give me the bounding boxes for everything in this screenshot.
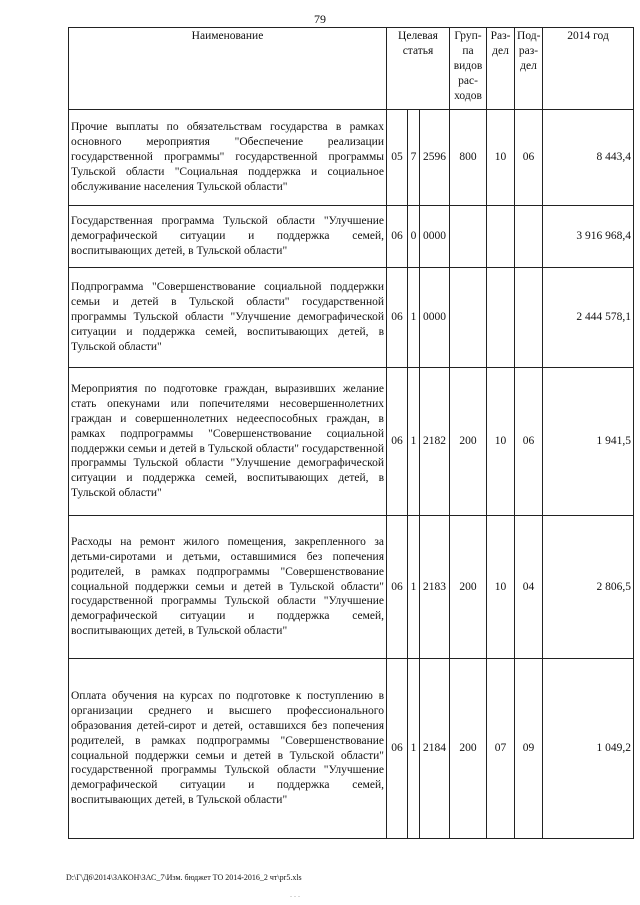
table-row — [69, 268, 634, 368]
row-expense-group: 200 — [450, 659, 487, 839]
row-section: 10 — [487, 516, 515, 659]
row-article-code-3: 2182 — [420, 368, 450, 516]
row-amount: 1 049,2 — [543, 659, 634, 839]
footer-dots: . . . — [290, 890, 300, 899]
table-row — [69, 206, 634, 268]
header-row — [69, 28, 634, 110]
header-year: 2014 год — [543, 28, 634, 110]
row-subsection: 06 — [515, 110, 543, 206]
header-name: Наименование — [69, 28, 387, 110]
row-section: 07 — [487, 659, 515, 839]
row-amount: 1 941,5 — [543, 368, 634, 516]
row-article-code-2: 1 — [408, 516, 420, 659]
page-number: 79 — [314, 12, 326, 26]
row-section — [487, 206, 515, 268]
row-expense-group — [450, 206, 487, 268]
row-subsection: 04 — [515, 516, 543, 659]
row-article-code-2: 1 — [408, 368, 420, 516]
row-amount: 2 444 578,1 — [543, 268, 634, 368]
row-article-code-3: 2596 — [420, 110, 450, 206]
table-row — [69, 110, 634, 206]
row-name: Прочие выплаты по обязательствам государства в рамках основного мероприятия "Обеспечение реализации государственной программы" государственной программы Тульской области "Социальная поддержка и социальное обслуживание населения Тульской области" — [69, 110, 387, 206]
row-section — [487, 268, 515, 368]
row-article-code-1: 06 — [387, 368, 408, 516]
row-article-code-3: 2183 — [420, 516, 450, 659]
row-subsection — [515, 206, 543, 268]
row-article-code-3: 0000 — [420, 206, 450, 268]
row-article-code-2: 1 — [408, 268, 420, 368]
row-article-code-1: 06 — [387, 268, 408, 368]
row-expense-group: 200 — [450, 516, 487, 659]
row-subsection — [515, 268, 543, 368]
row-name: Государственная программа Тульской области "Улучшение демографической ситуации и поддержка семей, воспитывающих детей, в Тульской области" — [69, 206, 387, 268]
row-article-code-1: 06 — [387, 206, 408, 268]
row-expense-group — [450, 268, 487, 368]
table-row — [69, 516, 634, 659]
row-article-code-3: 0000 — [420, 268, 450, 368]
row-article-code-2: 0 — [408, 206, 420, 268]
header-expense-group: Груп-па видов рас-ходов — [450, 28, 487, 110]
header-subsection: Под-раз-дел — [515, 28, 543, 110]
row-amount: 2 806,5 — [543, 516, 634, 659]
row-expense-group: 800 — [450, 110, 487, 206]
table-row — [69, 368, 634, 516]
row-name: Подпрограмма "Совершенствование социальной поддержки семьи и детей в Тульской области" государственной программы Тульской области "Улучшение демографической ситуации и поддержка семей, воспитывающих детей, в Тульской области" — [69, 268, 387, 368]
row-amount: 3 916 968,4 — [543, 206, 634, 268]
row-subsection: 09 — [515, 659, 543, 839]
row-article-code-1: 05 — [387, 110, 408, 206]
budget-table — [68, 27, 634, 839]
row-article-code-2: 7 — [408, 110, 420, 206]
row-name: Оплата обучения на курсах по подготовке к поступлению в организации среднего и высшего профессионального образования детей-сирот и детей, оставшихся без попечения родителей, в рамках подпрограммы "Совершенствование социальной поддержки семьи и детей в Тульской области" государственной программы Тульской области "Улучшение демографической ситуации и поддержка семей, воспитывающих детей, в Тульской области" — [69, 659, 387, 839]
row-article-code-3: 2184 — [420, 659, 450, 839]
row-subsection: 06 — [515, 368, 543, 516]
row-section: 10 — [487, 368, 515, 516]
row-amount: 8 443,4 — [543, 110, 634, 206]
header-target-article: Целевая статья — [387, 28, 450, 110]
table-row — [69, 659, 634, 839]
row-article-code-2: 1 — [408, 659, 420, 839]
row-section: 10 — [487, 110, 515, 206]
row-name: Расходы на ремонт жилого помещения, закрепленного за детьми-сиротами и детьми, оставшимися без попечения родителей, в рамках подпрограммы "Совершенствование социальной поддержки семьи и детей в Тульской области" государственной программы Тульской области "Улучшение демографической ситуации и поддержка семей, воспитывающих детей, в Тульской области" — [69, 516, 387, 659]
row-expense-group: 200 — [450, 368, 487, 516]
file-path-footer: D:\Г\Д6\2014\ЗАКОН\ЗАС_7\Изм. бюджет ТО 2014-2016_2 чт\pr5.xls — [66, 873, 302, 882]
row-article-code-1: 06 — [387, 516, 408, 659]
row-name: Мероприятия по подготовке граждан, выразивших желание стать опекунами или попечителями несовершеннолетних граждан и совершеннолетних недееспособных граждан, в рамках подпрограммы "Совершенствование социальной поддержки семьи и детей в Тульской области" государственной программы Тульской области "Улучшение демографической ситуации и поддержка семей, воспитывающих детей, в Тульской области" — [69, 368, 387, 516]
row-article-code-1: 06 — [387, 659, 408, 839]
header-section: Раз-дел — [487, 28, 515, 110]
